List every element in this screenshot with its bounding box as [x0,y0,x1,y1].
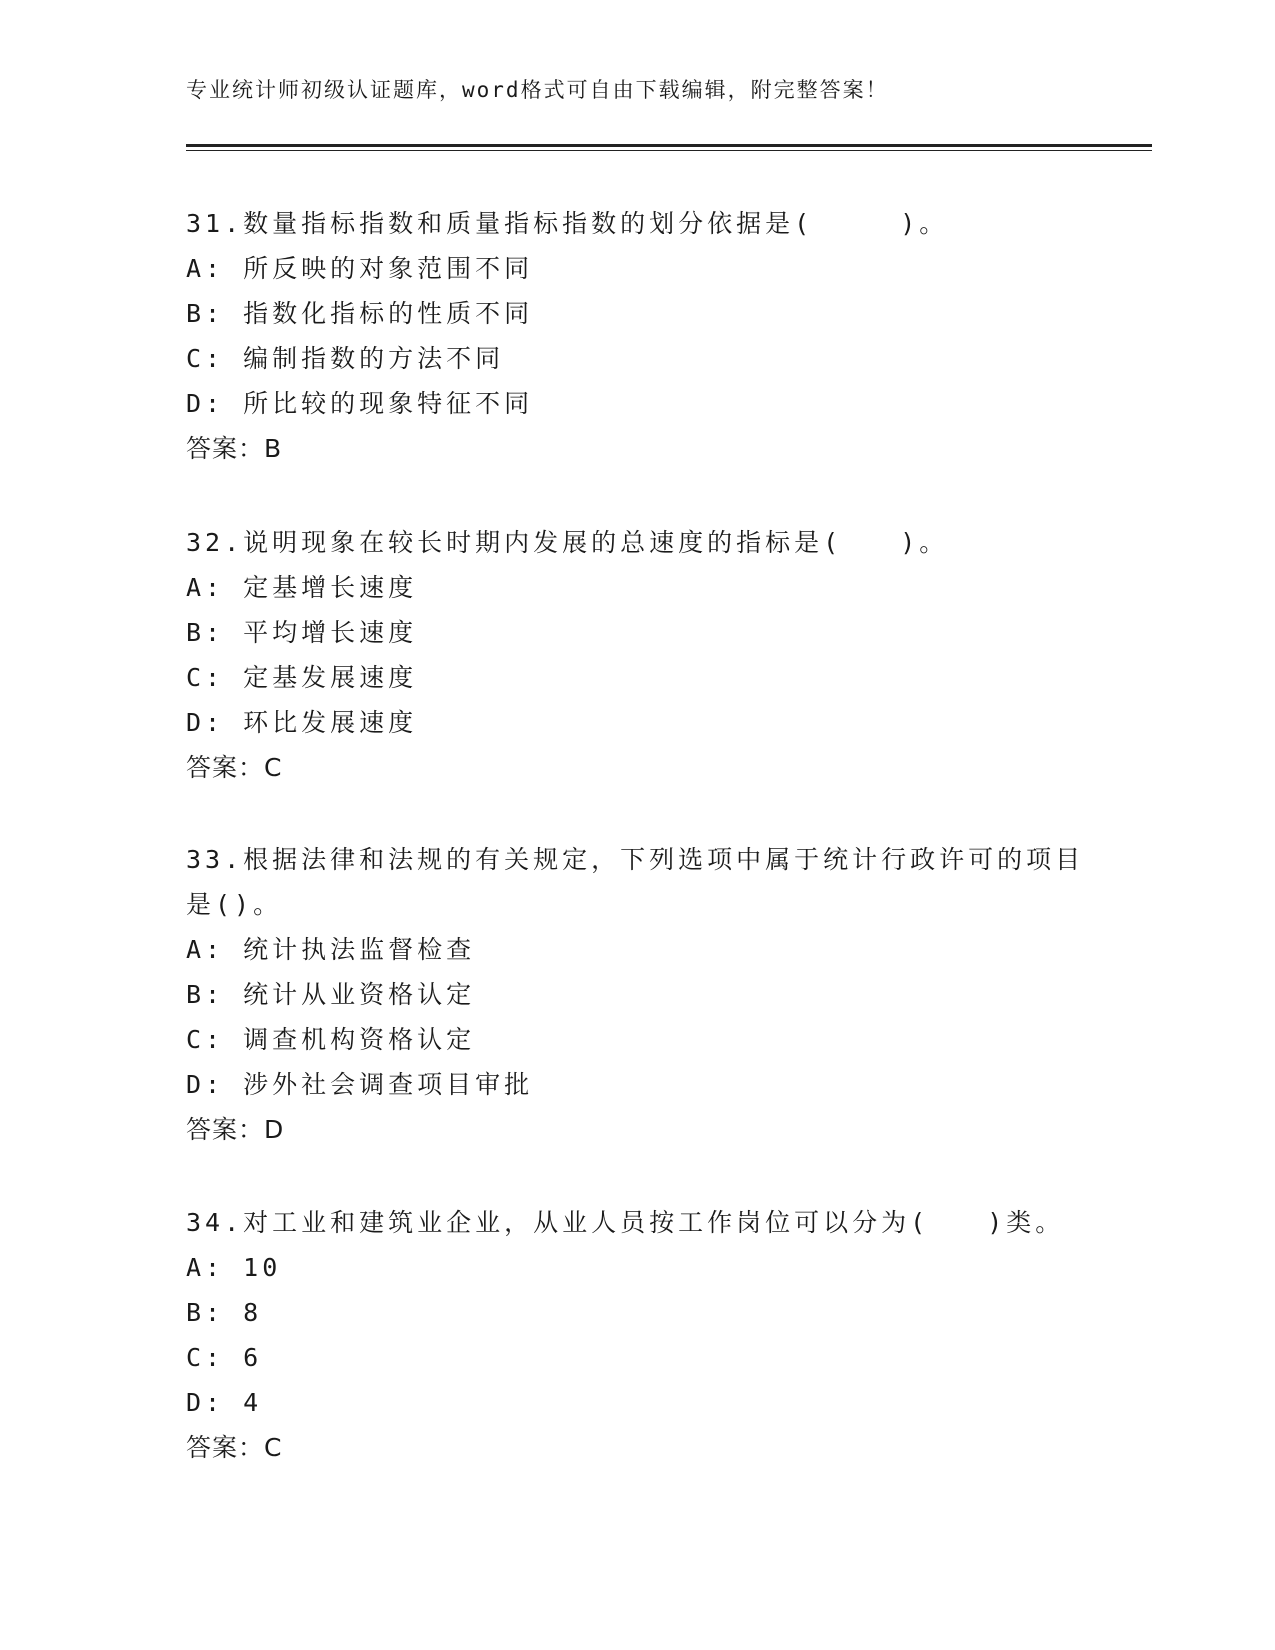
document-header: 专业统计师初级认证题库，word格式可自由下载编辑，附完整答案！ [186,78,889,102]
answer: 答案：C [186,753,283,782]
answer: 答案：D [186,1115,285,1144]
header-rule-thin [186,150,1152,151]
answer: 答案：C [186,1433,283,1462]
question-stem: 31.数量指标指数和质量指标指数的划分依据是( )。 [186,209,949,238]
option-a: A: 所反映的对象范围不同 [186,254,534,283]
header-rule-thick [186,144,1152,147]
option-b: B: 统计从业资格认定 [186,980,476,1009]
question-33 [186,837,1086,1153]
option-b: B: 平均增长速度 [186,618,418,647]
option-d: D: 所比较的现象特征不同 [186,389,534,418]
question-34 [186,1200,1086,1471]
question-32 [186,520,1086,791]
option-d: D: 涉外社会调查项目审批 [186,1070,534,1099]
option-a: A: 定基增长速度 [186,573,418,602]
option-c: C: 6 [186,1343,263,1372]
option-c: C: 编制指数的方法不同 [186,344,505,373]
option-d: D: 4 [186,1388,263,1417]
question-stem: 32.说明现象在较长时期内发展的总速度的指标是( )。 [186,528,949,557]
question-stem: 34.对工业和建筑业企业，从业人员按工作岗位可以分为( )类。 [186,1208,1065,1237]
option-c: C: 定基发展速度 [186,663,418,692]
option-b: B: 8 [186,1298,263,1327]
question-31 [186,201,1086,472]
option-b: B: 指数化指标的性质不同 [186,299,534,328]
option-d: D: 环比发展速度 [186,708,418,737]
question-stem: 33.根据法律和法规的有关规定，下列选项中属于统计行政许可的项目是()。 [186,845,1085,919]
option-c: C: 调查机构资格认定 [186,1025,476,1054]
answer: 答案：B [186,434,283,463]
option-a: A: 10 [186,1253,282,1282]
option-a: A: 统计执法监督检查 [186,935,476,964]
